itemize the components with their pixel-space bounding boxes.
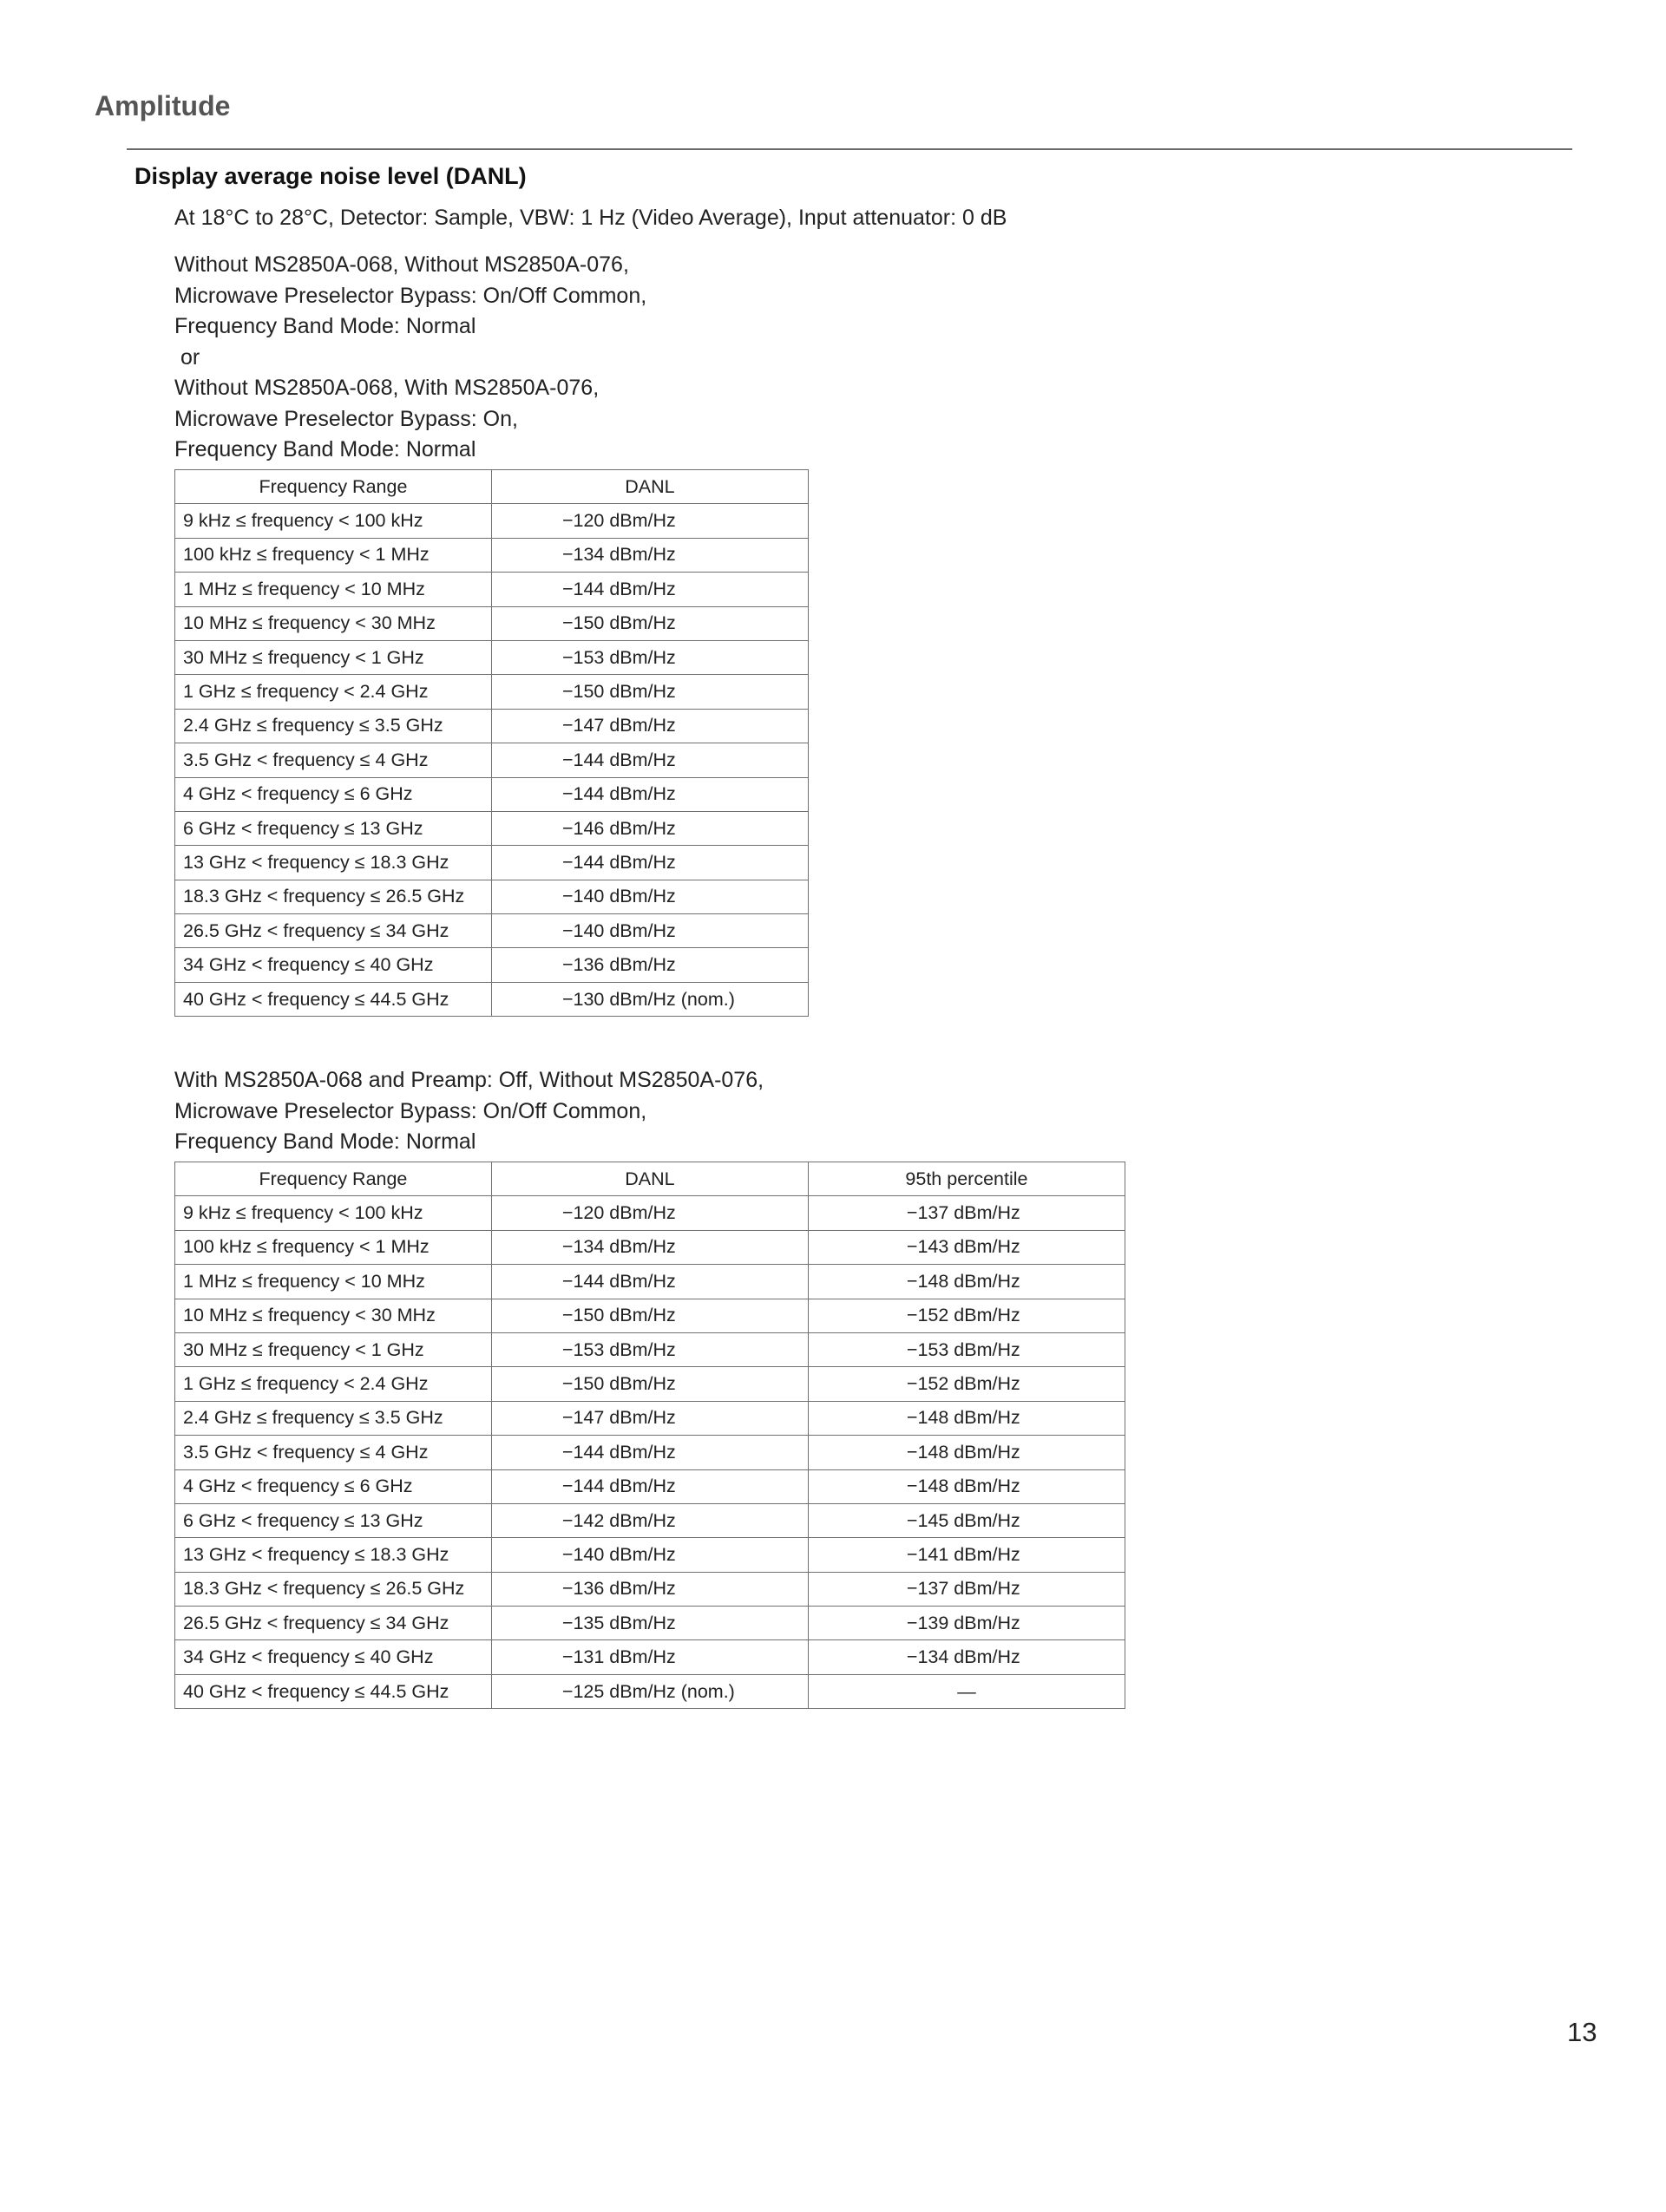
frequency-range-cell: 34 GHz < frequency ≤ 40 GHz [175,948,492,982]
danl-cell: −146 dBm/Hz [491,811,808,845]
frequency-range-cell: 13 GHz < frequency ≤ 18.3 GHz [175,1538,492,1572]
frequency-range-cell: 3.5 GHz < frequency ≤ 4 GHz [175,1436,492,1469]
table-row [175,1332,1125,1366]
percentile-cell: −153 dBm/Hz [808,1332,1125,1366]
condition-line: Frequency Band Mode: Normal [174,314,476,338]
danl-cell: −140 dBm/Hz [491,914,808,948]
frequency-range-cell: 100 kHz ≤ frequency < 1 MHz [175,1230,492,1264]
table-row [175,1265,1125,1299]
table-row [175,1674,1125,1708]
frequency-range-cell: 4 GHz < frequency ≤ 6 GHz [175,777,492,811]
table-row [175,1572,1125,1606]
table-row [175,504,809,538]
danl-cell: −144 dBm/Hz [491,743,808,777]
table-row [175,1503,1125,1537]
column-header: DANL [491,1162,808,1196]
table-row [175,1401,1125,1435]
table-row [175,675,809,709]
percentile-cell: −148 dBm/Hz [808,1436,1125,1469]
danl-cell: −131 dBm/Hz [491,1640,808,1674]
config-conditions-1 [174,250,646,466]
frequency-range-cell: 10 MHz ≤ frequency < 30 MHz [175,1299,492,1332]
column-header: 95th percentile [808,1162,1125,1196]
percentile-cell: −152 dBm/Hz [808,1367,1125,1401]
table-header-row [175,470,809,504]
frequency-range-cell: 2.4 GHz ≤ frequency ≤ 3.5 GHz [175,1401,492,1435]
danl-cell: −130 dBm/Hz (nom.) [491,982,808,1016]
danl-cell: −144 dBm/Hz [491,573,808,606]
percentile-cell: −134 dBm/Hz [808,1640,1125,1674]
danl-cell: −120 dBm/Hz [491,1196,808,1230]
column-header: Frequency Range [175,1162,492,1196]
danl-cell: −144 dBm/Hz [491,1436,808,1469]
section-title: Amplitude [95,90,231,121]
condition-line: or [174,344,200,370]
table-row [175,777,809,811]
frequency-range-cell: 13 GHz < frequency ≤ 18.3 GHz [175,846,492,880]
percentile-cell: −139 dBm/Hz [808,1607,1125,1640]
condition-line: Frequency Band Mode: Normal [174,437,476,461]
percentile-cell: −137 dBm/Hz [808,1572,1125,1606]
table-row [175,1538,1125,1572]
table-row [175,880,809,913]
danl-cell: −144 dBm/Hz [491,1469,808,1503]
danl-table-1 [174,469,809,1017]
column-header: DANL [491,470,808,504]
danl-cell: −150 dBm/Hz [491,1299,808,1332]
frequency-range-cell: 9 kHz ≤ frequency < 100 kHz [175,504,492,538]
section-divider [127,148,1572,150]
table-row [175,1230,1125,1264]
table-row [175,1367,1125,1401]
danl-cell: −136 dBm/Hz [491,948,808,982]
frequency-range-cell: 26.5 GHz < frequency ≤ 34 GHz [175,914,492,948]
condition-line: Without MS2850A-068, Without MS2850A-076, [174,252,629,277]
table-row [175,1469,1125,1503]
subheading: Display average noise level (DANL) [134,163,527,189]
percentile-cell: −145 dBm/Hz [808,1503,1125,1537]
danl-cell: −147 dBm/Hz [491,1401,808,1435]
table-row [175,709,809,743]
column-header: Frequency Range [175,470,492,504]
frequency-range-cell: 10 MHz ≤ frequency < 30 MHz [175,606,492,640]
condition-line: Microwave Preselector Bypass: On/Off Common, [174,283,647,308]
table-row [175,914,809,948]
table-row [175,948,809,982]
frequency-range-cell: 6 GHz < frequency ≤ 13 GHz [175,811,492,845]
table-row [175,640,809,674]
table-row [175,1640,1125,1674]
frequency-range-cell: 100 kHz ≤ frequency < 1 MHz [175,538,492,572]
danl-cell: −144 dBm/Hz [491,777,808,811]
condition-line: Microwave Preselector Bypass: On/Off Common, [174,1098,647,1123]
danl-cell: −135 dBm/Hz [491,1607,808,1640]
config-conditions-2 [174,1065,764,1158]
percentile-cell: −141 dBm/Hz [808,1538,1125,1572]
danl-cell: −144 dBm/Hz [491,1265,808,1299]
table-row [175,811,809,845]
measurement-conditions: At 18°C to 28°C, Detector: Sample, VBW: 1 Hz (Video Average), Input attenuator: 0 dB [174,206,1007,230]
danl-cell: −140 dBm/Hz [491,880,808,913]
danl-cell: −150 dBm/Hz [491,675,808,709]
danl-cell: −153 dBm/Hz [491,640,808,674]
danl-cell: −125 dBm/Hz (nom.) [491,1674,808,1708]
danl-cell: −144 dBm/Hz [491,846,808,880]
frequency-range-cell: 18.3 GHz < frequency ≤ 26.5 GHz [175,1572,492,1606]
frequency-range-cell: 30 MHz ≤ frequency < 1 GHz [175,1332,492,1366]
table-row [175,743,809,777]
percentile-cell: −137 dBm/Hz [808,1196,1125,1230]
percentile-cell: −148 dBm/Hz [808,1469,1125,1503]
table-row [175,573,809,606]
table-row [175,538,809,572]
table-row [175,1436,1125,1469]
danl-cell: −140 dBm/Hz [491,1538,808,1572]
danl-cell: −134 dBm/Hz [491,1230,808,1264]
frequency-range-cell: 40 GHz < frequency ≤ 44.5 GHz [175,1674,492,1708]
frequency-range-cell: 40 GHz < frequency ≤ 44.5 GHz [175,982,492,1016]
percentile-cell: −152 dBm/Hz [808,1299,1125,1332]
frequency-range-cell: 2.4 GHz ≤ frequency ≤ 3.5 GHz [175,709,492,743]
percentile-cell: −143 dBm/Hz [808,1230,1125,1264]
condition-line: Without MS2850A-068, With MS2850A-076, [174,376,600,400]
danl-cell: −150 dBm/Hz [491,1367,808,1401]
frequency-range-cell: 34 GHz < frequency ≤ 40 GHz [175,1640,492,1674]
frequency-range-cell: 1 MHz ≤ frequency < 10 MHz [175,573,492,606]
table-header-row [175,1162,1125,1196]
condition-line: Microwave Preselector Bypass: On, [174,406,518,431]
frequency-range-cell: 1 MHz ≤ frequency < 10 MHz [175,1265,492,1299]
danl-cell: −136 dBm/Hz [491,1572,808,1606]
frequency-range-cell: 3.5 GHz < frequency ≤ 4 GHz [175,743,492,777]
frequency-range-cell: 18.3 GHz < frequency ≤ 26.5 GHz [175,880,492,913]
danl-cell: −147 dBm/Hz [491,709,808,743]
danl-cell: −142 dBm/Hz [491,1503,808,1537]
danl-cell: −150 dBm/Hz [491,606,808,640]
frequency-range-cell: 1 GHz ≤ frequency < 2.4 GHz [175,675,492,709]
table-row [175,1196,1125,1230]
table-row [175,846,809,880]
frequency-range-cell: 6 GHz < frequency ≤ 13 GHz [175,1503,492,1537]
percentile-cell: −148 dBm/Hz [808,1265,1125,1299]
percentile-cell: — [808,1674,1125,1708]
condition-line: Frequency Band Mode: Normal [174,1129,476,1154]
danl-cell: −134 dBm/Hz [491,538,808,572]
danl-table-2 [174,1162,1125,1709]
table-row [175,982,809,1016]
frequency-range-cell: 4 GHz < frequency ≤ 6 GHz [175,1469,492,1503]
danl-cell: −120 dBm/Hz [491,504,808,538]
table-row [175,606,809,640]
table-row [175,1299,1125,1332]
table-row [175,1607,1125,1640]
frequency-range-cell: 1 GHz ≤ frequency < 2.4 GHz [175,1367,492,1401]
page-number: 13 [1567,2017,1597,2047]
percentile-cell: −148 dBm/Hz [808,1401,1125,1435]
condition-line: With MS2850A-068 and Preamp: Off, Without MS2850A-076, [174,1068,764,1092]
frequency-range-cell: 30 MHz ≤ frequency < 1 GHz [175,640,492,674]
frequency-range-cell: 9 kHz ≤ frequency < 100 kHz [175,1196,492,1230]
danl-cell: −153 dBm/Hz [491,1332,808,1366]
frequency-range-cell: 26.5 GHz < frequency ≤ 34 GHz [175,1607,492,1640]
